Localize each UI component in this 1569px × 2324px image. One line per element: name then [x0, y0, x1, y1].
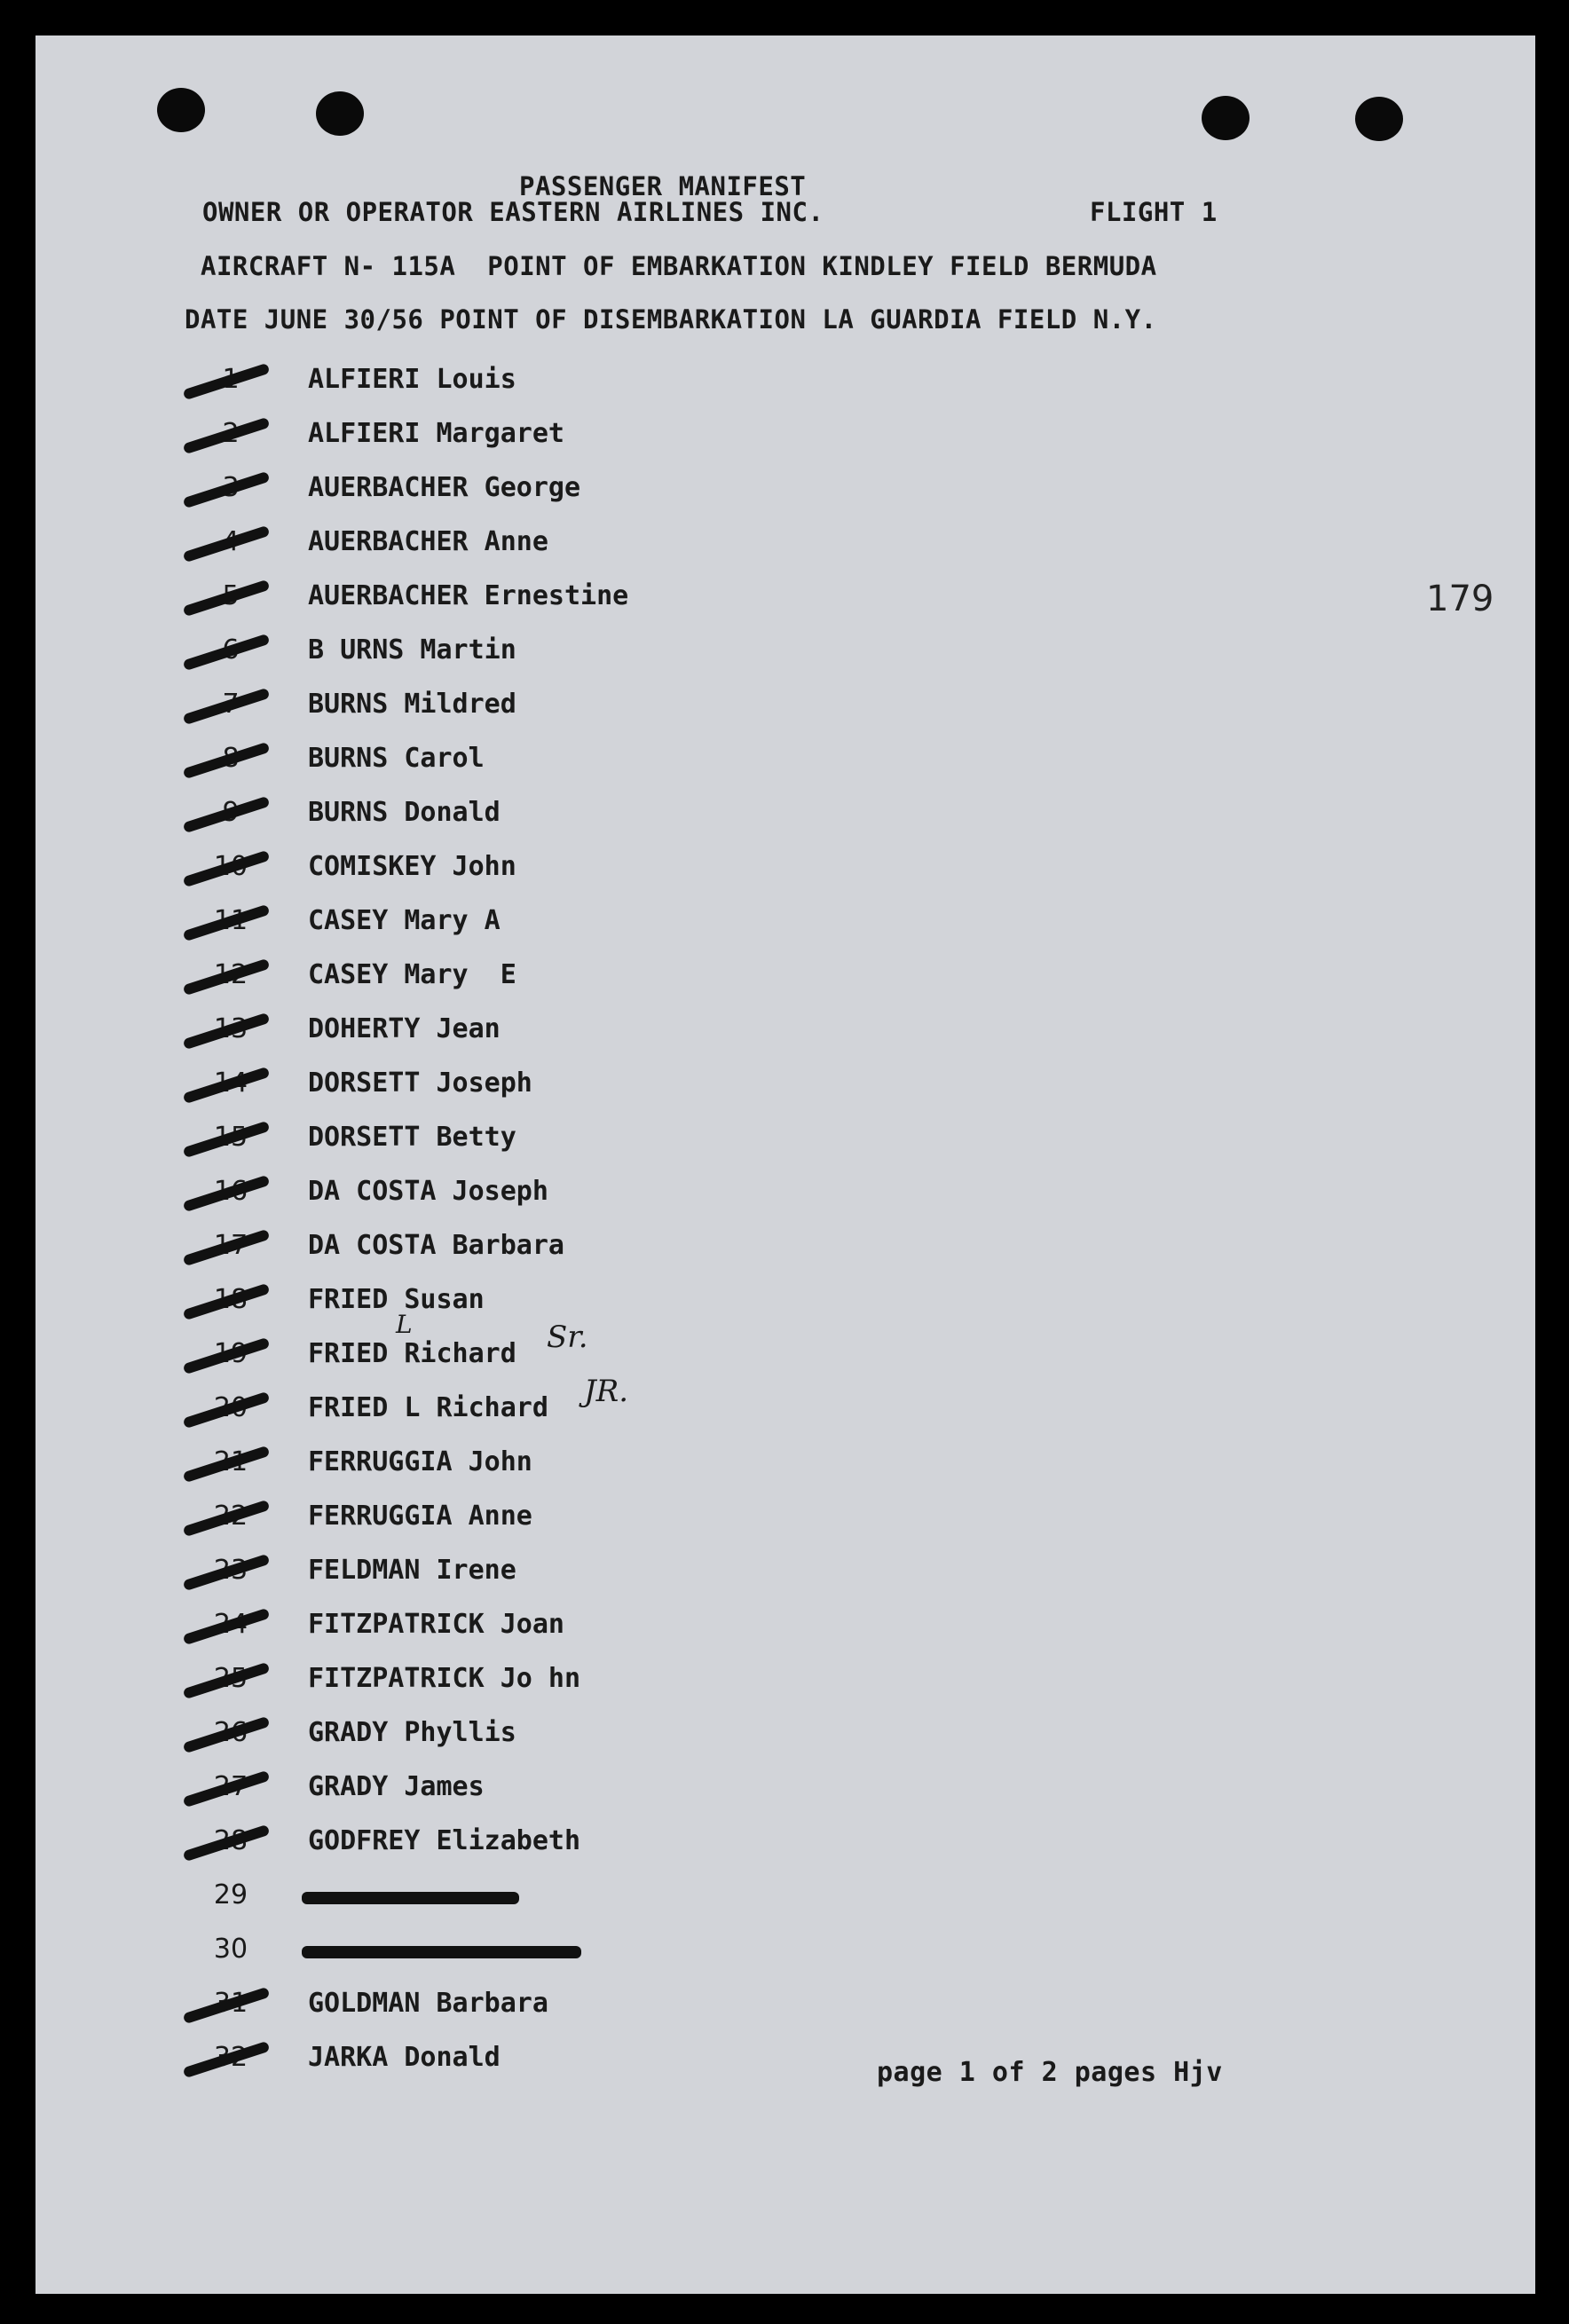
passenger-name: BURNS Carol: [308, 743, 485, 774]
passenger-name: CASEY Mary E: [308, 959, 516, 990]
handwritten-suffix: Sr.: [547, 1320, 588, 1355]
passenger-name: B URNS Martin: [308, 634, 516, 666]
passenger-name: AUERBACHER Ernestine: [308, 580, 629, 611]
passenger-name: ALFIERI Louis: [308, 364, 516, 395]
passenger-name: GRADY Phyllis: [308, 1717, 516, 1748]
row-number: 30: [213, 1934, 248, 1965]
date-disembarkation-line: DATE JUNE 30/56 POINT OF DISEMBARKATION LA GUARDIA FIELD N.Y.: [185, 304, 1157, 335]
struck-out-name: [302, 1892, 519, 1904]
passenger-name: CASEY Mary A: [308, 905, 501, 936]
punch-hole: [157, 88, 205, 132]
passenger-name: FITZPATRICK Joan: [308, 1609, 564, 1640]
page-footer: page 1 of 2 pages Hjv: [877, 2057, 1223, 2088]
passenger-name: FERRUGGIA John: [308, 1446, 532, 1477]
page-stamp-number: 179: [1426, 579, 1494, 619]
passenger-name: BURNS Donald: [308, 797, 501, 828]
row-number: 29: [213, 1879, 248, 1910]
punch-hole: [1202, 96, 1250, 140]
passenger-name: ALFIERI Margaret: [308, 418, 564, 449]
passenger-name: DORSETT Joseph: [308, 1067, 532, 1099]
passenger-name: DA COSTA Barbara: [308, 1230, 564, 1261]
punch-hole: [316, 91, 364, 136]
passenger-name: GODFREY Elizabeth: [308, 1825, 581, 1856]
aircraft-embarkation-line: AIRCRAFT N- 115A POINT OF EMBARKATION KINDLEY FIELD BERMUDA: [201, 251, 1157, 281]
owner-operator-line: OWNER OR OPERATOR EASTERN AIRLINES INC.: [202, 197, 824, 227]
passenger-name: FRIED Richard: [308, 1338, 516, 1369]
passenger-name: DORSETT Betty: [308, 1122, 516, 1153]
passenger-name: JARKA Donald: [308, 2042, 501, 2073]
passenger-name: DOHERTY Jean: [308, 1013, 501, 1044]
handwritten-insert: L: [396, 1310, 413, 1339]
passenger-name: DA COSTA Joseph: [308, 1176, 548, 1207]
flight-number: FLIGHT 1: [1090, 197, 1218, 227]
passenger-name: FITZPATRICK Jo hn: [308, 1663, 581, 1694]
manifest-title: PASSENGER MANIFEST: [519, 171, 807, 201]
passenger-name: AUERBACHER Anne: [308, 526, 548, 557]
passenger-name: GOLDMAN Barbara: [308, 1988, 548, 2019]
struck-out-name: [302, 1946, 581, 1958]
passenger-name: FRIED Susan: [308, 1284, 485, 1315]
punch-hole: [1355, 97, 1403, 141]
passenger-name: FELDMAN Irene: [308, 1555, 516, 1586]
passenger-name: BURNS Mildred: [308, 689, 516, 720]
passenger-name: COMISKEY John: [308, 851, 516, 882]
passenger-name: FERRUGGIA Anne: [308, 1501, 532, 1532]
passenger-name: FRIED L Richard: [308, 1392, 548, 1423]
handwritten-suffix: JR.: [584, 1374, 629, 1409]
manifest-page: [35, 35, 1535, 2294]
passenger-name: GRADY James: [308, 1771, 485, 1802]
passenger-name: AUERBACHER George: [308, 472, 581, 503]
